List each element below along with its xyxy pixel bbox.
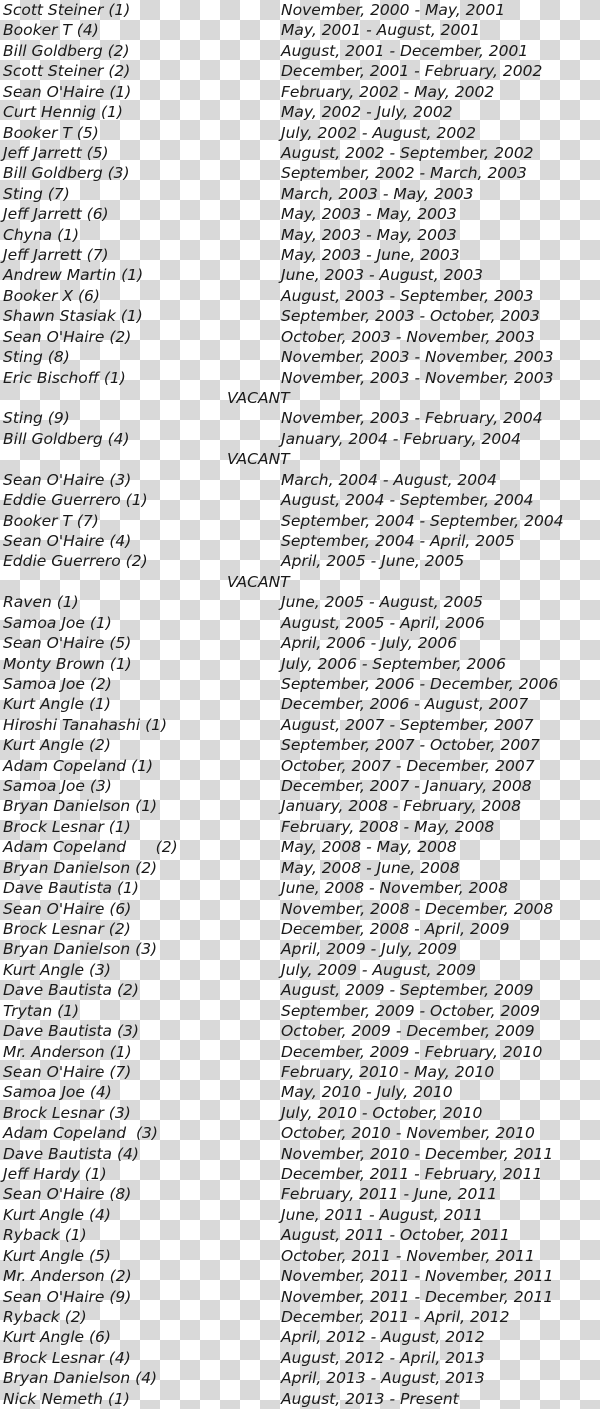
reign-row [0,1307,600,1327]
reign-dates: August, 2001 - December, 2001 [281,41,529,60]
champion-name: Samoa Joe (1) [3,613,112,632]
reign-dates: April, 2005 - June, 2005 [281,552,465,571]
vacant-row [0,449,600,469]
reign-dates: October, 2007 - December, 2007 [281,756,535,775]
reign-row [0,1327,600,1347]
reign-row [0,1389,600,1409]
champion-name: Andrew Martin (1) [3,266,144,285]
champion-name: Samoa Joe (3) [3,777,112,796]
reign-dates: July, 2010 - October, 2010 [281,1103,483,1122]
champion-name: Trytan (1) [3,1001,80,1020]
champion-name: Eddie Guerrero (1) [3,491,148,510]
reign-dates: May, 2010 - July, 2010 [281,1083,453,1102]
reign-row [0,1021,600,1041]
reign-row [0,408,600,428]
reign-dates: August, 2009 - September, 2009 [281,981,534,1000]
reign-dates: July, 2009 - August, 2009 [281,960,476,979]
reign-dates: May, 2003 - May, 2003 [281,225,457,244]
reign-dates: March, 2003 - May, 2003 [281,184,474,203]
reign-dates: December, 2009 - February, 2010 [281,1042,543,1061]
champion-name: Ryback (1) [3,1226,87,1245]
champion-name: Nick Nemeth (1) [3,1389,130,1408]
reign-dates: June, 2005 - August, 2005 [281,593,484,612]
reign-dates: September, 2003 - October, 2003 [281,307,540,326]
champion-name: Kurt Angle (6) [3,1328,111,1347]
reign-row [0,225,600,245]
reign-row [0,694,600,714]
reign-row [0,1205,600,1225]
champion-name: Dave Bautista (3) [3,1022,139,1041]
champion-name: Booker X (6) [3,286,100,305]
reign-row [0,245,600,265]
champion-name: Sean O'Haire (6) [3,899,132,918]
champion-name: Sting (9) [3,409,70,428]
champion-name: Bill Goldberg (2) [3,41,130,60]
reign-dates: June, 2011 - August, 2011 [281,1205,484,1224]
reign-dates: February, 2010 - May, 2010 [281,1062,495,1081]
reign-row [0,1266,600,1286]
champion-name: Booker T (4) [3,21,99,40]
champion-name: Booker T (7) [3,511,99,530]
champion-name: Sean O'Haire (3) [3,470,132,489]
reign-dates: October, 2010 - November, 2010 [281,1124,535,1143]
reign-dates: October, 2009 - December, 2009 [281,1022,535,1041]
reign-row [0,327,600,347]
champion-name: Sting (8) [3,348,70,367]
vacant-label: VACANT [227,450,290,469]
champion-name: Eddie Guerrero (2) [3,552,148,571]
reign-row [0,61,600,81]
reign-dates: August, 2012 - April, 2013 [281,1348,485,1367]
champion-name: Brock Lesnar (3) [3,1103,131,1122]
champion-name: Jeff Jarrett (6) [3,205,109,224]
reign-dates: July, 2002 - August, 2002 [281,123,476,142]
reign-dates: December, 2011 - April, 2012 [281,1308,510,1326]
reign-row [0,1042,600,1062]
champion-name: Bill Goldberg (4) [3,429,130,448]
reign-row [0,163,600,183]
reign-dates: December, 2011 - February, 2011 [281,1165,543,1184]
reign-row [0,858,600,878]
reign-row [0,776,600,796]
reign-dates: September, 2006 - December, 2006 [281,674,559,693]
reign-row [0,878,600,898]
champion-name: Scott Steiner (1) [3,1,131,19]
reign-row [0,551,600,571]
reign-dates: March, 2004 - August, 2004 [281,470,497,489]
reign-dates: November, 2003 - November, 2003 [281,348,554,367]
reign-row [0,654,600,674]
reign-row [0,490,600,510]
reign-row [0,919,600,939]
champion-name: Dave Bautista (2) [3,981,139,1000]
champion-name: Kurt Angle (3) [3,960,111,979]
champion-name: Kurt Angle (5) [3,1246,111,1265]
reign-dates: August, 2002 - September, 2002 [281,143,534,162]
reign-dates: July, 2006 - September, 2006 [281,654,506,673]
reign-row [0,796,600,816]
reign-dates: October, 2003 - November, 2003 [281,327,535,346]
reign-dates: January, 2004 - February, 2004 [281,429,521,448]
reign-dates: August, 2007 - September, 2007 [281,715,534,734]
champion-name: Booker T (5) [3,123,99,142]
reign-row [0,184,600,204]
reign-row [0,939,600,959]
reign-dates: November, 2010 - December, 2011 [281,1144,554,1163]
reign-row [0,0,600,20]
champion-name: Kurt Angle (1) [3,695,111,714]
champion-name: Ryback (2) [3,1308,87,1326]
reign-dates: December, 2001 - February, 2002 [281,62,543,81]
reign-dates: February, 2011 - June, 2011 [281,1185,498,1204]
reign-dates: August, 2013 - Present [281,1389,459,1408]
champion-name: Jeff Jarrett (7) [3,246,109,265]
reign-row [0,265,600,285]
reign-dates: September, 2007 - October, 2007 [281,736,540,755]
reign-row [0,123,600,143]
champion-name: Sean O'Haire (9) [3,1287,132,1306]
champion-name: Jeff Jarrett (5) [3,143,109,162]
reign-dates: November, 2000 - May, 2001 [281,1,506,19]
reign-dates: April, 2012 - August, 2012 [281,1328,485,1347]
reign-row [0,511,600,531]
reign-row [0,1103,600,1123]
reign-dates: November, 2011 - December, 2011 [281,1287,554,1306]
champion-name: Jeff Hardy (1) [3,1165,107,1184]
reign-row [0,531,600,551]
reign-dates: June, 2008 - November, 2008 [281,879,509,898]
champion-name: Eric Bischoff (1) [3,368,126,387]
reign-row [0,286,600,306]
reign-row [0,837,600,857]
reign-row [0,960,600,980]
reign-row [0,1164,600,1184]
reign-row [0,735,600,755]
champion-name: Sting (7) [3,184,70,203]
champion-name: Dave Bautista (4) [3,1144,139,1163]
reign-row [0,20,600,40]
reign-row [0,1246,600,1266]
reign-row [0,1144,600,1164]
champion-name: Sean O'Haire (2) [3,327,132,346]
reign-dates: May, 2008 - May, 2008 [281,838,457,857]
reign-row [0,368,600,388]
champion-name: Shawn Stasiak (1) [3,307,143,326]
champion-name: Kurt Angle (4) [3,1205,111,1224]
reign-row [0,1001,600,1021]
reign-dates: December, 2006 - August, 2007 [281,695,529,714]
reign-row [0,82,600,102]
champion-name: Bryan Danielson (2) [3,858,158,877]
champion-name: Chyna (1) [3,225,80,244]
champion-name: Sean O'Haire (5) [3,634,132,653]
reign-row [0,143,600,163]
vacant-row [0,572,600,592]
champion-name: Adam Copeland (3) [3,1124,158,1143]
reign-row [0,633,600,653]
champion-name: Raven (1) [3,593,79,612]
reign-row [0,204,600,224]
reign-dates: February, 2008 - May, 2008 [281,817,495,836]
champion-name: Brock Lesnar (1) [3,817,131,836]
reign-dates: August, 2003 - September, 2003 [281,286,534,305]
champion-name: Mr. Anderson (1) [3,1042,132,1061]
reign-dates: May, 2002 - July, 2002 [281,103,453,122]
reign-dates: May, 2001 - August, 2001 [281,21,481,40]
reign-row [0,592,600,612]
champion-name: Bryan Danielson (3) [3,940,158,959]
champion-name: Samoa Joe (4) [3,1083,112,1102]
reign-row [0,1287,600,1307]
champion-name: Mr. Anderson (2) [3,1267,132,1286]
reign-dates: September, 2004 - April, 2005 [281,531,515,550]
reign-row [0,1082,600,1102]
reign-dates: December, 2007 - January, 2008 [281,777,532,796]
reign-row [0,1062,600,1082]
reign-dates: April, 2013 - August, 2013 [281,1369,485,1388]
reign-dates: May, 2003 - May, 2003 [281,205,457,224]
reign-row [0,817,600,837]
champion-name: Monty Brown (1) [3,654,132,673]
reign-row [0,899,600,919]
reign-dates: September, 2009 - October, 2009 [281,1001,540,1020]
reign-row [0,1348,600,1368]
reign-row [0,1123,600,1143]
reign-dates: April, 2006 - July, 2006 [281,634,458,653]
reign-row [0,347,600,367]
reign-row [0,470,600,490]
reign-row [0,613,600,633]
champion-name: Bill Goldberg (3) [3,164,130,183]
reign-row [0,306,600,326]
reign-row [0,429,600,449]
champion-name: Brock Lesnar (2) [3,919,131,938]
reign-dates: November, 2008 - December, 2008 [281,899,554,918]
reign-dates: August, 2004 - September, 2004 [281,491,534,510]
champion-name: Scott Steiner (2) [3,62,131,81]
reign-row [0,980,600,1000]
reign-dates: January, 2008 - February, 2008 [281,797,521,816]
champion-name: Sean O'Haire (4) [3,531,132,550]
reign-dates: September, 2002 - March, 2003 [281,164,527,183]
reign-dates: May, 2003 - June, 2003 [281,246,460,265]
champion-name: Curt Hennig (1) [3,103,123,122]
champion-name: Adam Copeland (1) [3,756,153,775]
vacant-label: VACANT [227,389,290,408]
reign-dates: May, 2008 - June, 2008 [281,858,460,877]
champion-name: Bryan Danielson (4) [3,1369,158,1388]
reign-dates: February, 2002 - May, 2002 [281,82,495,101]
champion-name: Kurt Angle (2) [3,736,111,755]
reign-dates: April, 2009 - July, 2009 [281,940,458,959]
reign-dates: November, 2011 - November, 2011 [281,1267,554,1286]
reign-dates: November, 2003 - November, 2003 [281,368,554,387]
reign-row [0,41,600,61]
reign-dates: August, 2005 - April, 2006 [281,613,485,632]
champion-name: Samoa Joe (2) [3,674,112,693]
champion-name: Bryan Danielson (1) [3,797,158,816]
reign-row [0,1225,600,1245]
reign-row [0,1368,600,1388]
champion-name: Sean O'Haire (1) [3,82,132,101]
reign-dates: September, 2004 - September, 2004 [281,511,564,530]
reign-dates: October, 2011 - November, 2011 [281,1246,535,1265]
champion-name: Brock Lesnar (4) [3,1348,131,1367]
vacant-label: VACANT [227,572,290,591]
reign-row [0,102,600,122]
reign-dates: August, 2011 - October, 2011 [281,1226,510,1245]
champion-name: Adam Copeland (2) [3,838,178,857]
vacant-row [0,388,600,408]
reign-dates: November, 2003 - February, 2004 [281,409,543,428]
reign-dates: December, 2008 - April, 2009 [281,919,510,938]
reign-dates: June, 2003 - August, 2003 [281,266,484,285]
champion-name: Dave Bautista (1) [3,879,139,898]
reign-row [0,756,600,776]
reign-row [0,674,600,694]
champion-name: Sean O'Haire (7) [3,1062,132,1081]
champion-name: Sean O'Haire (8) [3,1185,132,1204]
reign-row [0,715,600,735]
champion-name: Hiroshi Tanahashi (1) [3,715,168,734]
reign-row [0,1184,600,1204]
